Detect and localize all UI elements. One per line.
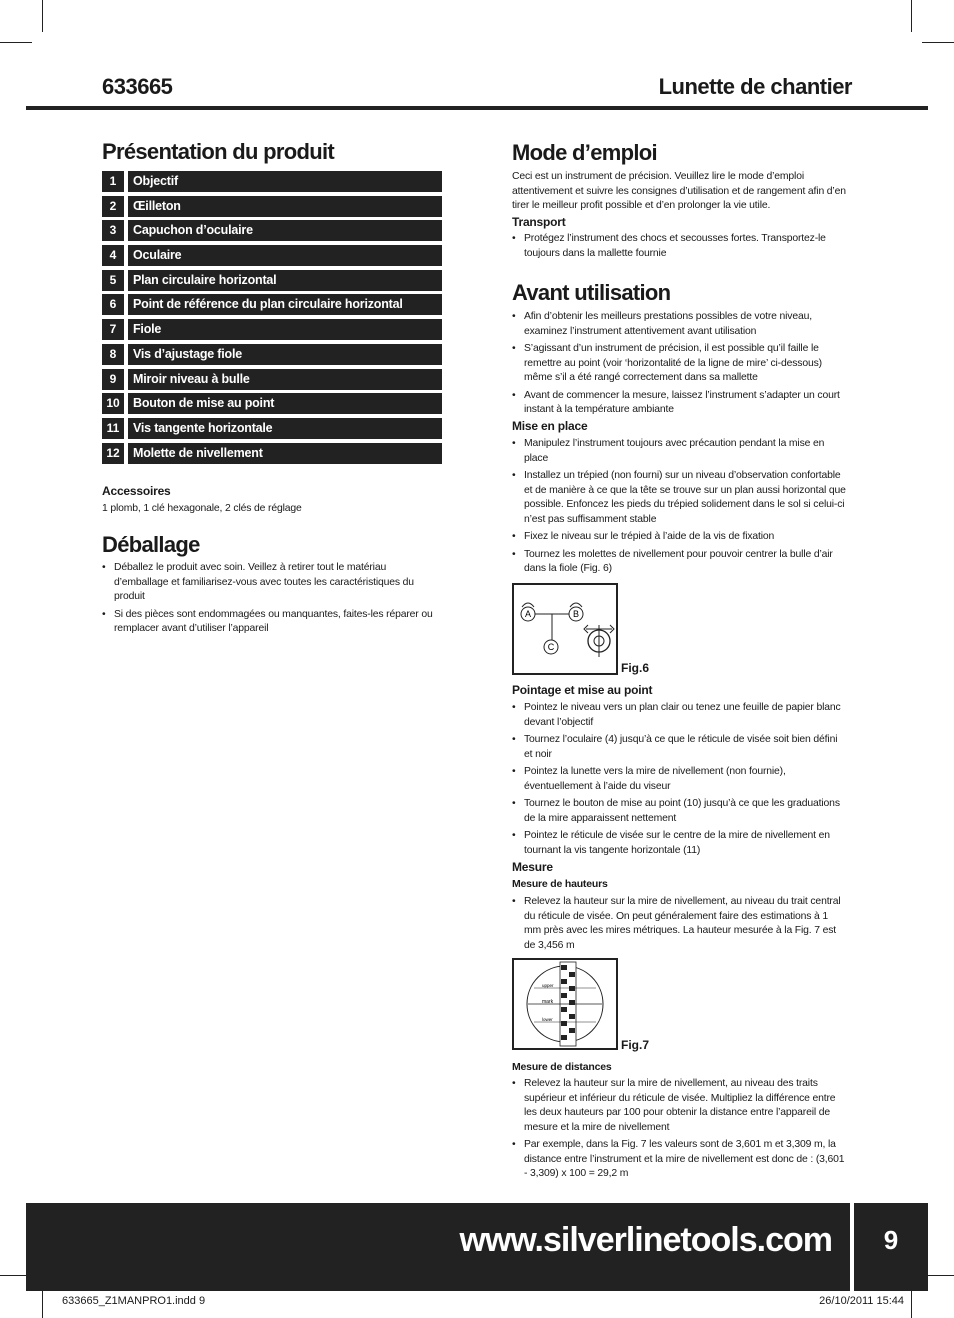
part-label: Bouton de mise au point	[128, 393, 442, 414]
list-item: • Installez un trépied (non fourni) sur un niveau d’observation confortable et de manière à ce que la tête se trouve sur un plan aussi horizontal que possible. Enfoncez les pieds du trépied solidement dans le sol si celui-ci n’est pas suffisamment stable	[512, 469, 848, 527]
part-label: Plan circulaire horizontal	[128, 270, 442, 291]
label-c: C	[547, 642, 555, 652]
mesure-title: Mesure	[512, 860, 553, 874]
page-number: 9	[854, 1203, 928, 1291]
part-row	[102, 270, 442, 291]
figure-6	[512, 583, 618, 675]
part-label: Œilleton	[128, 196, 442, 217]
header-rule	[26, 106, 928, 110]
part-row	[102, 220, 442, 241]
part-row	[102, 294, 442, 315]
crop-mark	[911, 0, 912, 32]
part-row	[102, 369, 442, 390]
part-row	[102, 196, 442, 217]
list-item: • Protégez l’instrument des chocs et secousses fortes. Transportez-le toujours dans la mallette fournie	[512, 232, 844, 261]
pointage-title: Pointage et mise au point	[512, 683, 653, 697]
deballage-heading: Déballage	[102, 532, 200, 557]
transport-list	[512, 232, 844, 264]
avant-list	[512, 310, 848, 421]
date-slug: 26/10/2011 15:44	[819, 1295, 904, 1307]
list-item: • Si des pièces sont endommagées ou manquantes, faites-les réparer ou remplacer avant d’utiliser l’appareil	[102, 608, 438, 637]
list-item: • Fixez le niveau sur le trépied à l’aide de la vis de fixation	[512, 530, 848, 545]
part-number: 5	[102, 270, 124, 291]
fig6-label: Fig.6	[621, 661, 650, 675]
list-item: • Relevez la hauteur sur la mire de nivellement, au niveau du trait central du réticule de visée. On peut généralement faire des estimations à 1 mm près avec les mires métriques. La hauteur mesurée à la Fig. 7 est de 3,456 m	[512, 895, 844, 953]
part-row	[102, 245, 442, 266]
part-number: 4	[102, 245, 124, 266]
footer-bar	[26, 1203, 850, 1291]
part-row	[102, 393, 442, 414]
presentation-heading: Présentation du produit	[102, 139, 335, 164]
deballage-list	[102, 561, 438, 640]
list-item: • Relevez la hauteur sur la mire de nivellement, au niveau des traits supérieur et inférieur du réticule de visée. Multipliez la différence entre les deux hauteurs par 100 pour obtenir la distance entre l’appareil de mesure et la mire de nivellement	[512, 1077, 850, 1135]
figure-7	[512, 958, 618, 1050]
accessories-text: 1 plomb, 1 clé hexagonale, 2 clés de réglage	[102, 503, 302, 514]
list-item: • Déballez le produit avec soin. Veillez à retirer tout le matériau d’emballage et familiarisez-vous avec toutes les caractéristiques du produit	[102, 561, 438, 605]
part-label: Objectif	[128, 171, 442, 192]
hauteurs-title: Mesure de hauteurs	[512, 878, 608, 890]
website-link[interactable]: www.silverlinetools.com	[459, 1221, 832, 1259]
part-label: Molette de nivellement	[128, 443, 442, 464]
list-item: • Pointez la lunette vers la mire de nivellement (non fournie), éventuellement à l’aide du viseur	[512, 765, 846, 794]
part-label: Capuchon d’oculaire	[128, 220, 442, 241]
parts-list	[102, 171, 442, 467]
part-label: Point de référence du plan circulaire horizontal	[128, 294, 442, 315]
mise-title: Mise en place	[512, 419, 588, 433]
part-row	[102, 418, 442, 439]
crop-mark	[0, 42, 32, 43]
list-item: • Avant de commencer la mesure, laissez l’instrument s’adapter un court instant à la température ambiante	[512, 389, 848, 418]
list-item: • Tournez les molettes de nivellement pour pouvoir centrer la bulle d’air dans la fiole (Fig. 6)	[512, 548, 848, 577]
part-number: 11	[102, 418, 124, 439]
part-number: 2	[102, 196, 124, 217]
staff-reticle-diagram	[514, 960, 616, 1048]
label-b: B	[572, 609, 580, 619]
part-row	[102, 344, 442, 365]
part-label: Miroir niveau à bulle	[128, 369, 442, 390]
transport-title: Transport	[512, 215, 566, 229]
part-number: 12	[102, 443, 124, 464]
part-number: 10	[102, 393, 124, 414]
leveling-diagram	[514, 585, 616, 673]
pointage-list	[512, 701, 846, 861]
part-number: 8	[102, 344, 124, 365]
mise-list	[512, 437, 848, 580]
list-item: • Par exemple, dans la Fig. 7 les valeurs sont de 3,601 m et 3,309 m, la distance entre l’instrument et la mire de nivellement est donc de : (3,601 - 3,309) x 100 = 29,2 m	[512, 1138, 850, 1182]
distances-title: Mesure de distances	[512, 1061, 612, 1073]
list-item: • Pointez le réticule de visée sur le centre de la mire de nivellement en tournant la vis tangente horizontale (11)	[512, 829, 846, 858]
list-item: • Manipulez l’instrument toujours avec précaution pendant la mise en place	[512, 437, 848, 466]
fig7-label: Fig.7	[621, 1038, 650, 1052]
accessories-title: Accessoires	[102, 484, 171, 498]
list-item: • Tournez l’oculaire (4) jusqu’à ce que le réticule de visée soit bien défini et noir	[512, 733, 846, 762]
mode-emploi-intro: Ceci est un instrument de précision. Veuillez lire le mode d’emploi attentivement et suivre les consignes d’utilisation et de rangement afin d’en tirer le meilleur profit possible et d’en prolonger la vie utile.	[512, 171, 846, 211]
product-code: 633665	[102, 74, 173, 99]
part-label: Vis d’ajustage fiole	[128, 344, 442, 365]
lower-label: lower	[542, 1017, 553, 1022]
crop-mark	[42, 0, 43, 32]
mode-emploi-heading: Mode d’emploi	[512, 140, 657, 165]
part-number: 1	[102, 171, 124, 192]
part-label: Vis tangente horizontale	[128, 418, 442, 439]
crop-mark	[922, 42, 954, 43]
part-row	[102, 443, 442, 464]
upper-label: upper	[542, 983, 554, 988]
part-number: 6	[102, 294, 124, 315]
part-number: 9	[102, 369, 124, 390]
part-number: 3	[102, 220, 124, 241]
part-label: Fiole	[128, 319, 442, 340]
label-a: A	[524, 609, 532, 619]
part-row	[102, 171, 442, 192]
distances-list	[512, 1077, 850, 1185]
hauteurs-list	[512, 895, 844, 956]
list-item: • Tournez le bouton de mise au point (10) jusqu’à ce que les graduations de la mire apparaissent nettement	[512, 797, 846, 826]
page-title: Lunette de chantier	[658, 74, 852, 99]
part-row	[102, 319, 442, 340]
list-item: • Pointez le niveau vers un plan clair ou tenez une feuille de papier blanc devant l’objectif	[512, 701, 846, 730]
list-item: • Afin d’obtenir les meilleurs prestations possibles de votre niveau, examinez l’instrument attentivement avant utilisation	[512, 310, 848, 339]
part-label: Oculaire	[128, 245, 442, 266]
file-slug: 633665_Z1MANPRO1.indd 9	[62, 1295, 206, 1307]
part-number: 7	[102, 319, 124, 340]
list-item: • S’agissant d’un instrument de précision, il est possible qu’il faille le remettre au point (voir ‘horizontalité de la ligne de mire’ ci-dessous) même s’il a été rangé correctement dans sa mallette	[512, 342, 848, 386]
mark-label: mark	[542, 999, 554, 1005]
avant-heading: Avant utilisation	[512, 280, 671, 305]
